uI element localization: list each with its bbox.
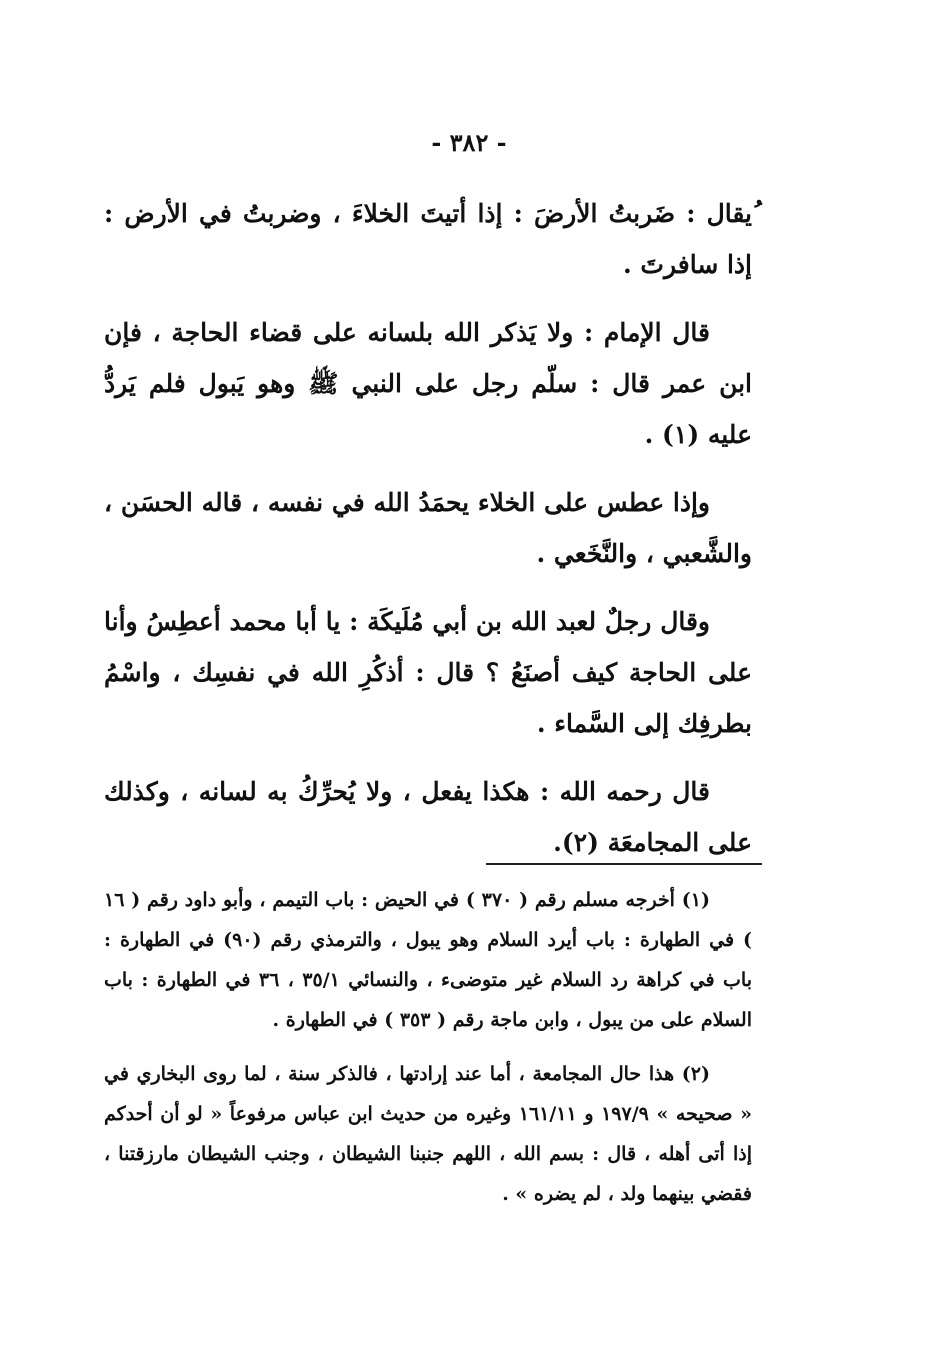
paragraph: قال رحمه الله : هكذا يفعل ، ولا يُحرِّكُ به لسانه ، وكذلك على المجامعَة (٢). xyxy=(104,777,752,857)
footnote: (٢) هذا حال المجامعة ، أما عند إرادتها ، فالذكر سنة ، لما روى البخاري في « صحيحه » ١٩٧/٩ و ١٦١/١١ وغيره من حديث ابن عباس مرفوعاً « لو أن أحدكم إذا أتى أهله ، قال : بسم الله ، اللهم جنبنا الشيطان ، وجنب الشيطان مارزقتنا ، فقضي بينهما ولد ، لم يضره » . xyxy=(104,1063,752,1205)
paragraph: وإذا عطس على الخلاء يحمَدُ الله في نفسه ، قاله الحسَن ، والشَّعبي ، والنَّخَعي . xyxy=(104,488,752,568)
footnote: (١) أخرجه مسلم رقم ( ٣٧٠ ) في الحيض : باب التيمم ، وأبو داود رقم ( ١٦ ) في الطهارة : باب أيرد السلام وهو يبول ، والترمذي رقم (٩٠) في الطهارة : باب في كراهة رد السلام غير متوضىء ، والنسائي ٣٥/١ ، ٣٦ في الطهارة : باب السلام على من يبول ، وابن ماجة رقم ( ٣٥٣ ) في الطهارة . xyxy=(104,889,752,1031)
paragraph: ُيقال : ضَربتُ الأرضَ : إذا أتيتَ الخلاءَ ، وضربتُ في الأرض : إذا سافرتَ . xyxy=(104,199,752,279)
paragraph: قال الإمام : ولا يَذكر الله بلسانه على قضاء الحاجة ، فإن ابن عمر قال : سلّم رجل على النبي ﷺ وهو يَبول فلم يَردُّ عليه (١) . xyxy=(104,318,752,449)
paragraph: وقال رجلٌ لعبد الله بن أبي مُلَيكَة : يا أبا محمد أعطِسُ وأنا على الحاجة كيف أصنَعُ ؟ قال : أذكُرِ الله في نفسِك ، واسْمُ بطرفِك إلى السَّماء . xyxy=(104,607,752,738)
footnotes xyxy=(104,880,752,1228)
page-number: - ٣٨٢ - xyxy=(431,128,507,157)
main-text xyxy=(104,188,752,885)
footnote-divider xyxy=(486,863,762,865)
